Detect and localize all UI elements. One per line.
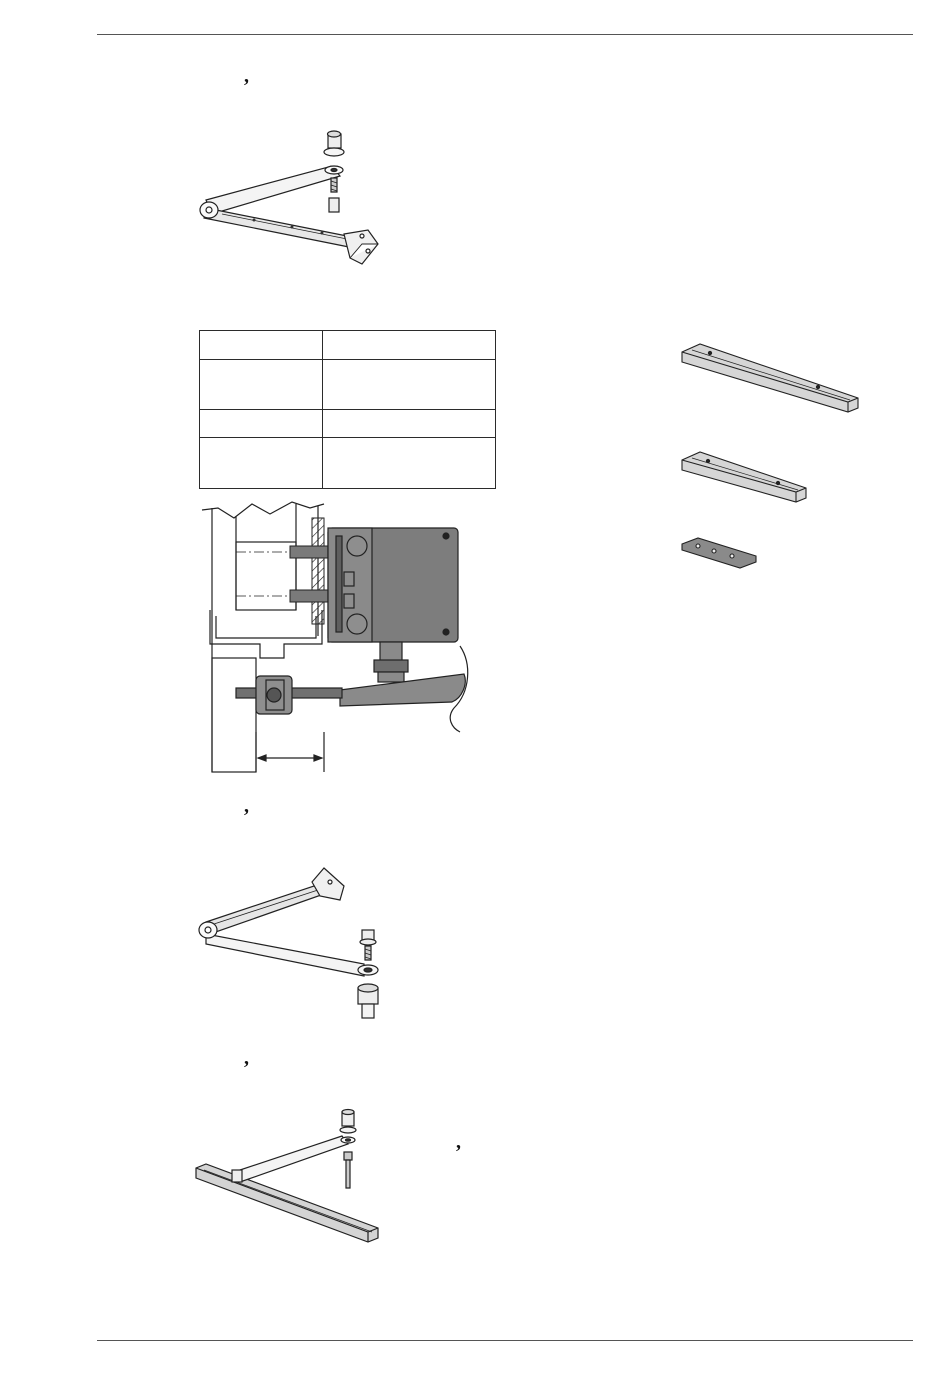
table-cell	[323, 438, 496, 489]
table-row	[200, 331, 496, 360]
table-cell	[323, 410, 496, 438]
slide-rail-arm-figure	[192, 1108, 392, 1244]
arm-bracket-figure-top	[192, 126, 392, 271]
apostrophe-mark: ’	[455, 1141, 462, 1163]
table-cell	[200, 438, 323, 489]
table-cell	[200, 410, 323, 438]
table-cell	[323, 360, 496, 410]
mounting-plates-figure	[678, 340, 868, 580]
table-cell	[200, 360, 323, 410]
table-row	[200, 360, 496, 410]
table-cell	[200, 331, 323, 360]
closer-section-figure	[200, 496, 480, 776]
apostrophe-mark: ’	[243, 75, 250, 97]
apostrophe-mark: ’	[243, 805, 250, 827]
apostrophe-mark: ’	[243, 1057, 250, 1079]
footer-rule	[97, 1340, 913, 1341]
table-cell	[323, 331, 496, 360]
arm-bracket-figure-middle	[192, 864, 392, 1024]
spec-table	[199, 330, 496, 489]
table-row	[200, 410, 496, 438]
table-row	[200, 438, 496, 489]
header-rule	[97, 34, 913, 35]
